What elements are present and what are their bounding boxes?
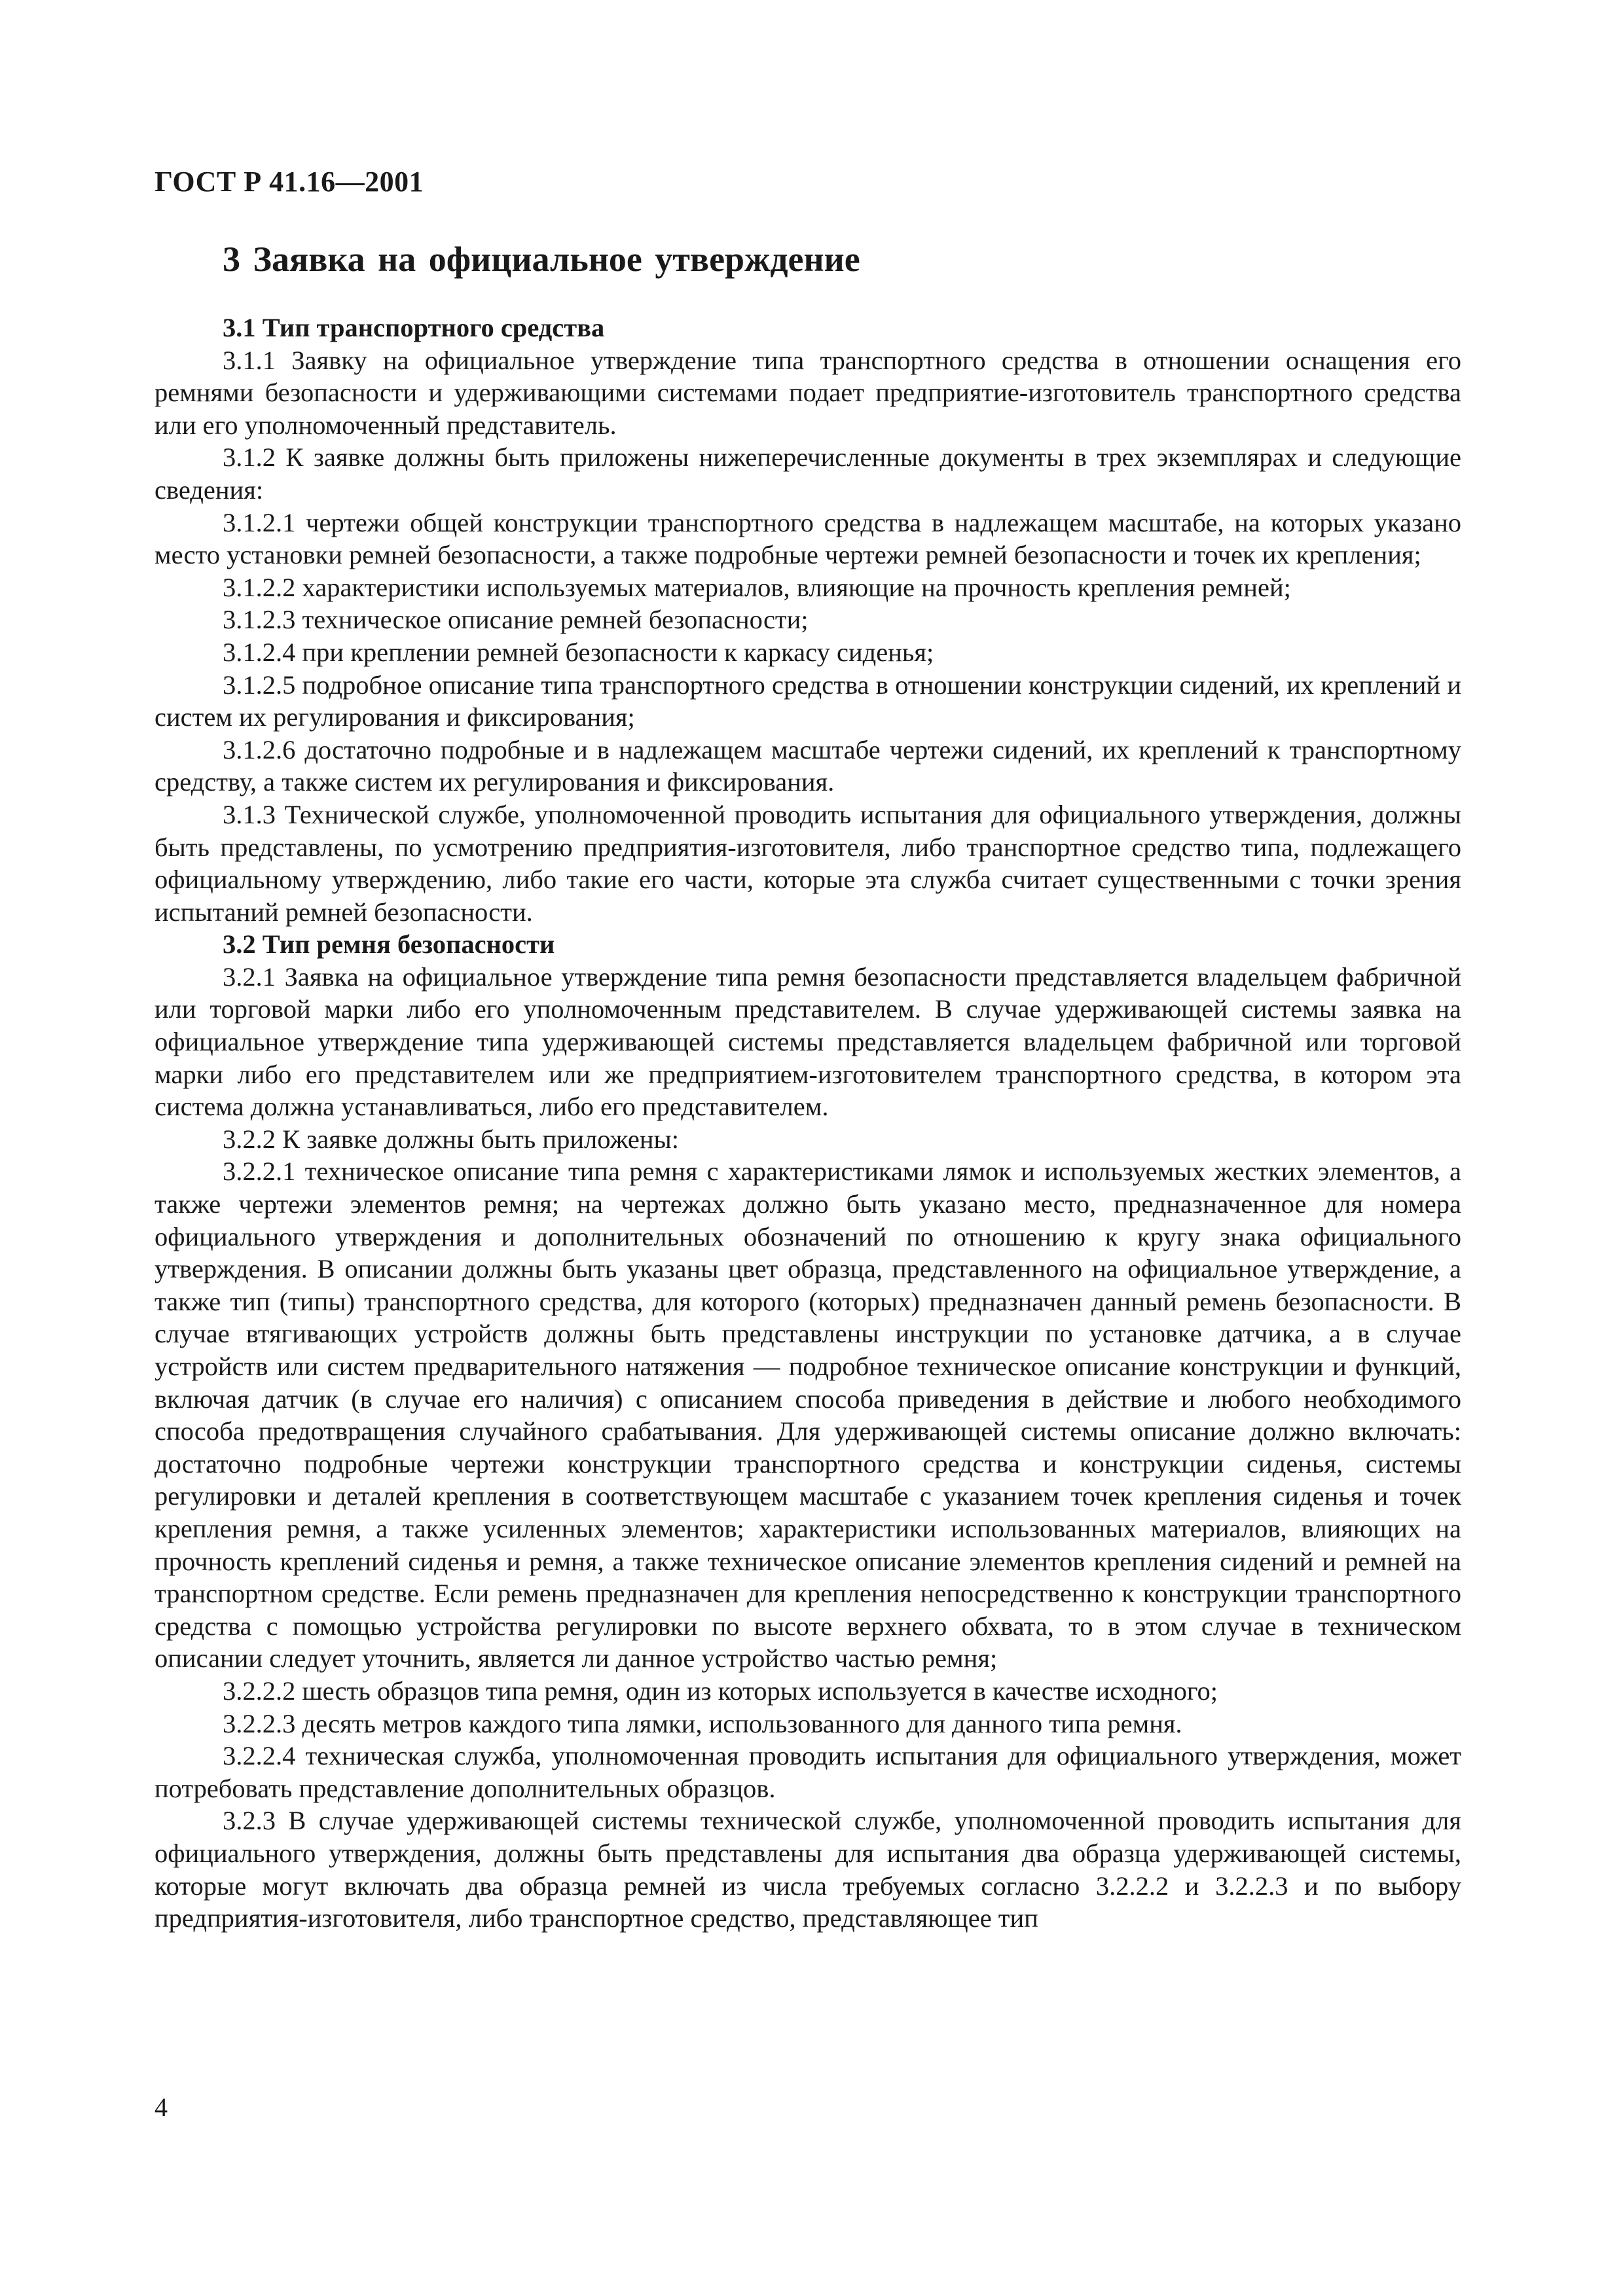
section-title: 3 Заявка на официальное утверждение — [223, 240, 860, 279]
paragraph: 3.1.2.1 чертежи общей конструкции транспортного средства в надлежащем масштабе, на которых указано место установки ремней безопасности, а также подробные чертежи ремней безопасности и точек их крепления; — [155, 507, 1461, 570]
page-number: 4 — [155, 2092, 168, 2122]
paragraph: 3.1.2.6 достаточно подробные и в надлежащем масштабе чертежи сидений, их креплений к транспортному средству, а также систем их регулирования и фиксирования. — [155, 734, 1461, 797]
paragraph: 3.1.3 Технической службе, уполномоченной проводить испытания для официального утверждения, должны быть представлены, по усмотрению предприятия-изготовителя, либо транспортное средство типа, подлежащего официальному утверждению, либо такие его части, которые эта служба считает существенными с точки зрения испытаний ремней безопасности. — [155, 799, 1461, 927]
subsection-heading: 3.2 Тип ремня безопасности — [223, 929, 555, 960]
paragraph: 3.2.2.2 шесть образцов типа ремня, один из которых используется в качестве исходного; — [223, 1676, 1218, 1706]
paragraph: 3.2.3 В случае удерживающей системы технической службе, уполномоченной проводить испытания для официального утверждения, должны быть представлены для испытания два образца удерживающей системы, которые могут включать два образца ремней из числа требуемых согласно 3.2.2.2 и 3.2.2.3 и по выбору предприятия-изготовителя, либо транспортное средство, представляющее тип — [155, 1806, 1461, 1933]
paragraph: 3.1.1 Заявку на официальное утверждение типа транспортного средства в отношении оснащения его ремнями безопасности и удерживающими системами подает предприятие-изготовитель транспортного средства или его уполномоченный представитель. — [155, 345, 1461, 440]
paragraph: 3.1.2.3 техническое описание ремней безопасности; — [223, 605, 809, 635]
paragraph: 3.1.2.2 характеристики используемых материалов, влияющие на прочность крепления ремней; — [223, 572, 1291, 602]
paragraph: 3.2.1 Заявка на официальное утверждение типа ремня безопасности представляется владельцем фабричной или торговой марки либо его уполномоченным представителем. В случае удерживающей системы заявка на официальное утверждение типа удерживающей системы представляется владельцем фабричной или торговой марки либо его представителем или же предприятием-изготовителем транспортного средства, в котором эта система должна устанавливаться, либо его представителем. — [155, 961, 1461, 1122]
paragraph: 3.1.2 К заявке должны быть приложены нижеперечисленные документы в трех экземплярах и следующие сведения: — [155, 442, 1461, 505]
paragraph: 3.2.2.4 техническая служба, уполномоченная проводить испытания для официального утверждения, может потребовать представление дополнительных образцов. — [155, 1741, 1461, 1803]
paragraph: 3.2.2.3 десять метров каждого типа лямки, использованного для данного типа ремня. — [223, 1708, 1182, 1738]
paragraph: 3.2.2.1 техническое описание типа ремня с характеристиками лямок и используемых жестких элементов, а также чертежи элементов ремня; на чертежах должно быть указано место, предназначенное для номера официального утверждения и дополнительных обозначений по отношению к кругу знака официального утверждения. В описании должны быть указаны цвет образца, представленного на официальное утверждение, а также тип (типы) транспортного средства, для которого (которых) предназначен данный ремень безопасности. В случае втягивающих устройств должны быть представлены инструкции по установке датчика, а в случае устройств или систем предварительного натяжения — подробное техническое описание конструкции и функций, включая датчик (в случае его наличия) с описанием способа приведения в действие и любого необходимого способа предотвращения случайного срабатывания. Для удерживающей системы описание должно включать: достаточно подробные чертежи конструкции транспортного средства и конструкции сиденья, системы регулировки и деталей крепления в соответствующем масштабе с указанием точек крепления сиденья и точек крепления ремня, а также усиленных элементов; характеристики использованных материалов, влияющих на прочность креплений сиденья и ремня, а также техническое описание элементов крепления сидений и ремней на транспортном средстве. Если ремень предназначен для крепления непосредственно к конструкции транспортного средства с помощью устройства регулировки по высоте верхнего обхвата, то в этом случае в техническом описании следует уточнить, является ли данное устройство частью ремня; — [155, 1157, 1461, 1674]
subsection-heading: 3.1 Тип транспортного средства — [223, 313, 605, 342]
paragraph: 3.1.2.4 при креплении ремней безопасности к каркасу сиденья; — [223, 637, 934, 667]
document-code: ГОСТ Р 41.16—2001 — [155, 166, 424, 198]
body-text — [155, 312, 1461, 1935]
paragraph: 3.1.2.5 подробное описание типа транспортного средства в отношении конструкции сидений, их креплений и систем их регулирования и фиксирования; — [155, 670, 1461, 732]
paragraph: 3.2.2 К заявке должны быть приложены: — [223, 1124, 680, 1154]
